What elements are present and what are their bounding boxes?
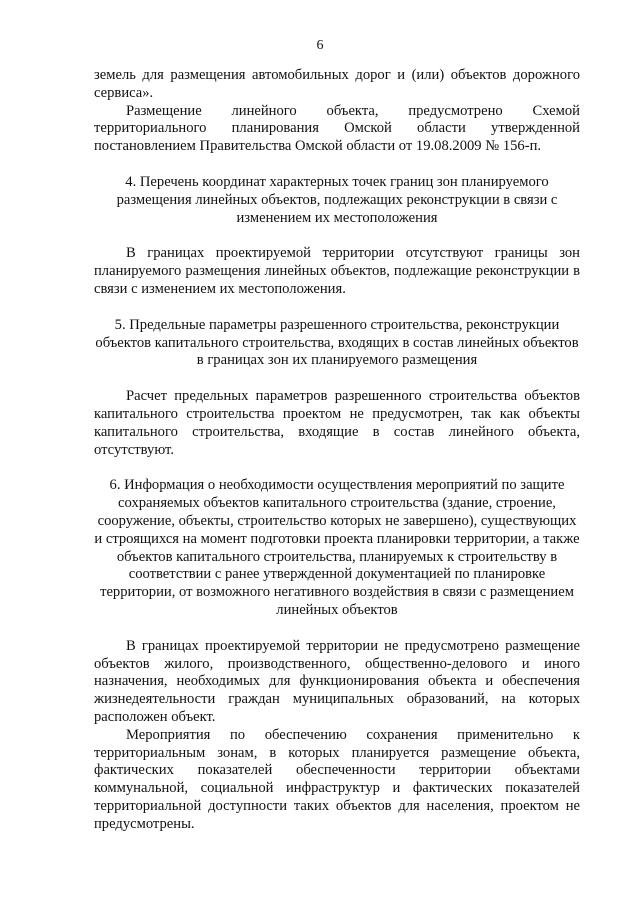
section-heading-4: 4. Перечень координат характерных точек границ зон планируемого размещения линейных объектов, подлежащих реконструкции в связи с изменением их местоположения xyxy=(116,173,558,226)
paragraph-section-6b: Мероприятия по обеспечению сохранения применительно к территориальным зонам, в которых планируется размещение объекта, фактических показателей обеспеченности территории объектами коммунальной, социальной инфраструктур и фактических показателей территориальной доступности таких объектов для населения, проектом не предусмотрены. xyxy=(94,726,580,832)
paragraph-continuation: земель для размещения автомобильных дорог и (или) объектов дорожного сервиса». xyxy=(94,67,580,101)
section-heading-5: 5. Предельные параметры разрешенного строительства, реконструкции объектов капитального строительства, входящих в состав линейных объектов в границах зон их планируемого размещения xyxy=(95,316,579,369)
section-heading-6: 6. Информация о необходимости осуществления мероприятий по защите сохраняемых объектов капитального строительства (здание, строение, сооружение, объекты, строительство которых не завершено), существующих и строящихся на момент подготовки проекта планировки территории, а также объектов капитального строительства, планируемых к строительству в соответствии с ранее утвержденной документацией по планировке территории, от возможного негативного воздействия в связи с размещением линейных объектов xyxy=(94,477,580,618)
paragraph-section-5: Расчет предельных параметров разрешенного строительства объектов капитального строительства проектом не предусмотрен, так как объекты капитального строительства, входящие в состав линейного объекта, отсутствуют. xyxy=(94,388,580,458)
paragraph-section-4: В границах проектируемой территории отсутствуют границы зон планируемого размещения линейных объектов, подлежащие реконструкции в связи с изменением их местоположения. xyxy=(94,245,580,297)
page-number: 6 xyxy=(316,38,324,53)
paragraph-placement: Размещение линейного объекта, предусмотрено Схемой территориального планирования Омской области утвержденной постановлением Правительства Омской области от 19.08.2009 № 156-п. xyxy=(94,102,580,155)
paragraph-section-6a: В границах проектируемой территории не предусмотрено размещение объектов жилого, производственного, общественно-делового и иного назначения, необходимых для функционирования объекта и обеспечения жизнедеятельности граждан муниципальных образований, на которых расположен объект. xyxy=(94,637,580,725)
document-body xyxy=(94,67,580,833)
